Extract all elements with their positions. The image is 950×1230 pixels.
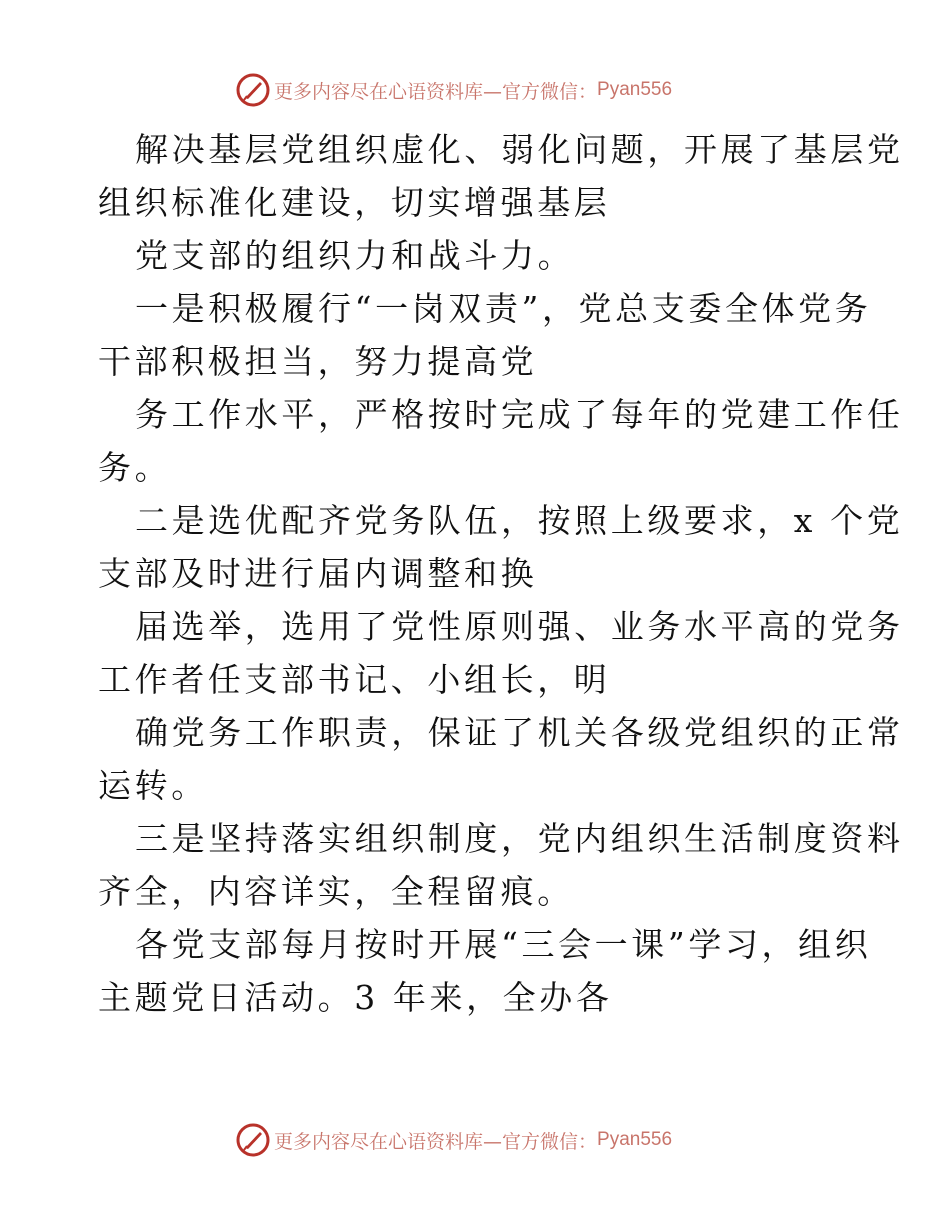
text-line: 务。	[98, 448, 172, 487]
text-line: 二是选优配齐党务队伍，按照上级要求，x 个党	[135, 501, 904, 540]
document-body	[98, 123, 904, 1024]
text-line: 一是积极履行“一岗双责”，党总支委全体党务	[135, 289, 872, 328]
footer-banner	[236, 1120, 716, 1160]
header-banner-text: 更多内容尽在心语资料库—官方微信：	[274, 80, 598, 103]
header-wechat-id: Pyan556	[597, 79, 673, 100]
text-line: 主题党日活动。3 年来，全办各	[98, 978, 613, 1017]
text-line: 支部及时进行届内调整和换	[98, 554, 538, 593]
text-line: 组织标准化建设，切实增强基层	[98, 183, 611, 222]
text-line: 各党支部每月按时开展“三会一课”学习，组织	[135, 925, 872, 964]
header-banner	[236, 70, 716, 110]
text-line: 工作者任支部书记、小组长，明	[98, 660, 611, 699]
footer-banner-text: 更多内容尽在心语资料库—官方微信：	[274, 1130, 598, 1153]
text-line: 三是坚持落实组织制度，党内组织生活制度资料	[135, 819, 904, 858]
quill-logo-icon	[236, 73, 270, 107]
text-line: 干部积极担当，努力提高党	[98, 342, 538, 381]
text-line: 届选举，选用了党性原则强、业务水平高的党务	[135, 607, 904, 646]
text-line: 党支部的组织力和战斗力。	[135, 236, 575, 275]
text-line: 确党务工作职责，保证了机关各级党组织的正常	[135, 713, 904, 752]
text-line: 齐全，内容详实，全程留痕。	[98, 872, 574, 911]
text-line: 运转。	[98, 766, 208, 805]
footer-wechat-id: Pyan556	[597, 1129, 673, 1150]
quill-logo-icon	[236, 1123, 270, 1157]
text-line: 解决基层党组织虚化、弱化问题，开展了基层党	[135, 130, 904, 169]
text-line: 务工作水平，严格按时完成了每年的党建工作任	[135, 395, 904, 434]
